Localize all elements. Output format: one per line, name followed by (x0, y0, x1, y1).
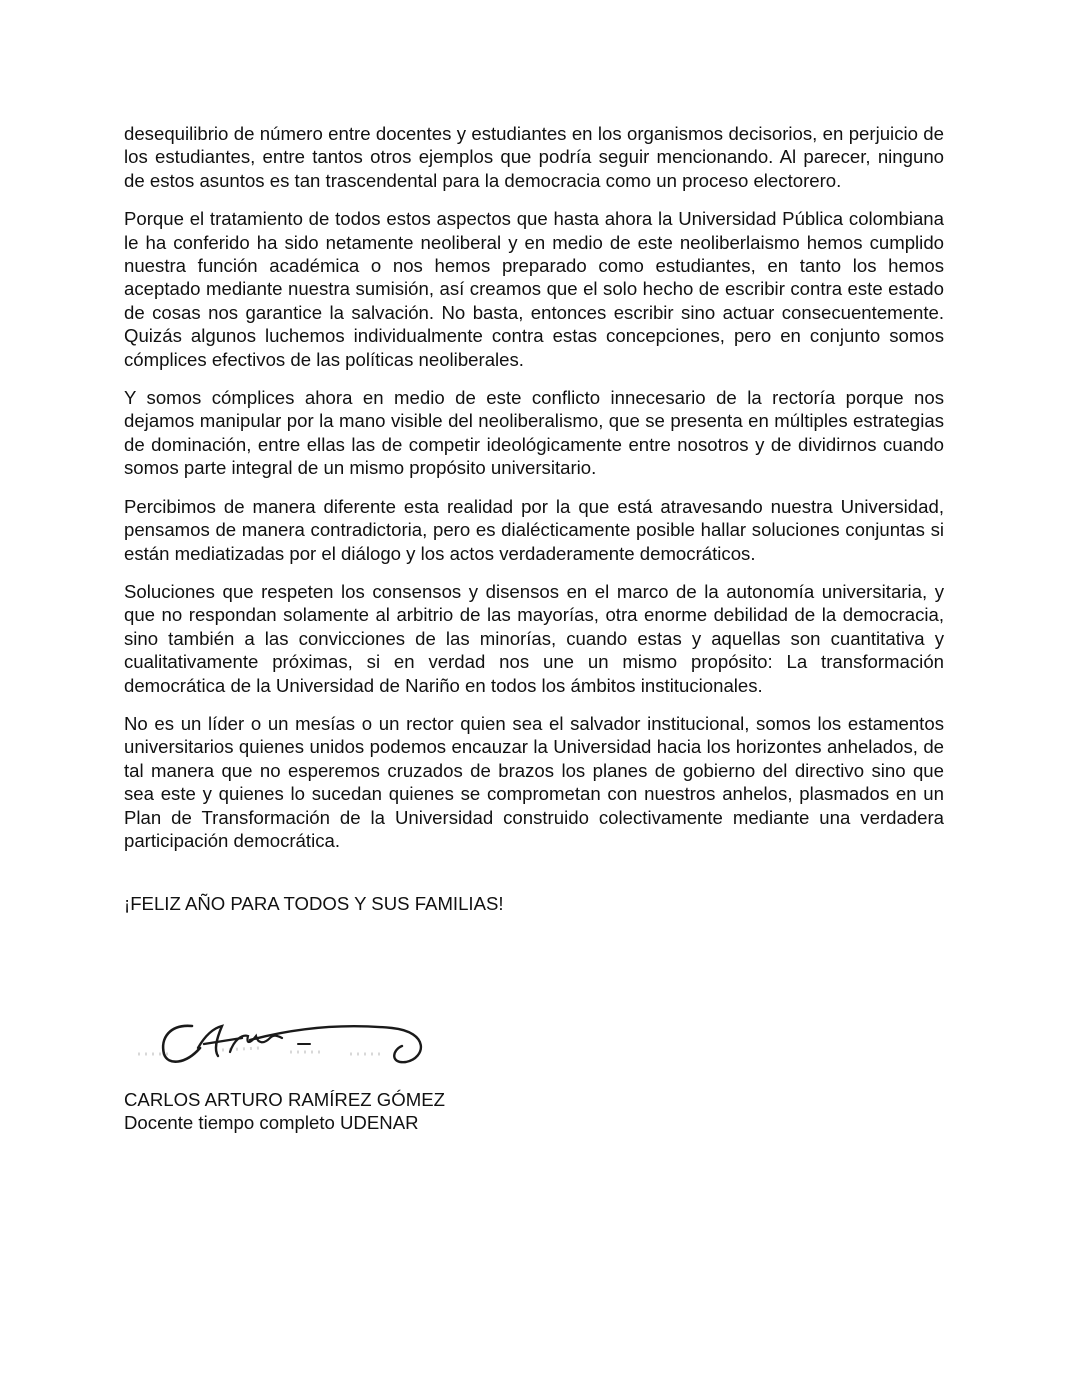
paragraph-4: Percibimos de manera diferente esta realidad por la que está atravesando nuestra Universidad, pensamos de manera contradictoria, pero es dialécticamente posible hallar soluciones conjuntas si están mediatizadas por el diálogo y los actos verdaderamente democráticos. (124, 495, 944, 564)
handwritten-signature (130, 1014, 440, 1076)
letter-body (124, 122, 944, 916)
signer-title: Docente tiempo completo UDENAR (124, 1112, 419, 1134)
paragraph-3: Y somos cómplices ahora en medio de este conflicto innecesario de la rectoría porque nos dejamos manipular por la mano visible del neoliberalismo, que se presenta en múltiples estrategias de dominación, entre ellas las de competir ideológicamente entre nosotros y de dividirnos cuando somos parte integral de un mismo propósito universitario. (124, 387, 944, 479)
closing-greeting: ¡FELIZ AÑO PARA TODOS Y SUS FAMILIAS! (124, 893, 504, 915)
paragraph-1: desequilibrio de número entre docentes y estudiantes en los organismos decisorios, en perjuicio de los estudiantes, entre tantos otros ejemplos que podría seguir mencionando. Al parecer, ninguno de estos asuntos es tan trascendental para la democracia como un proceso electorero. (124, 123, 944, 191)
paragraph-6: No es un líder o un mesías o un rector quien sea el salvador institucional, somos los estamentos universitarios quienes unidos podemos encauzar la Universidad hacia los horizontes anhelados, de tal manera que no esperemos cruzados de brazos los planes de gobierno del directivo sino que sea este y quienes lo sucedan quienes se comprometan con nuestros anhelos, plasmados en un Plan de Transformación de la Universidad construido colectivamente mediante una verdadera participación democrática. (124, 712, 944, 851)
signer-name: CARLOS ARTURO RAMÍREZ GÓMEZ (124, 1089, 445, 1110)
signature-block (124, 1088, 445, 1135)
paragraph-5: Soluciones que respeten los consensos y disensos en el marco de la autonomía universitaria, y que no respondan solamente al arbitrio de las mayorías, otra enorme debilidad de la democracia, sino también a las convicciones de las minorías, cuando estas y aquellas son cuantitativa y cualitativamente próximas, si en verdad nos une un mismo propósito: La transformación democrática de la Universidad de Nariño en todos los ámbitos institucionales. (124, 580, 944, 696)
paragraph-2: Porque el tratamiento de todos estos aspectos que hasta ahora la Universidad Pública colombiana le ha conferido ha sido netamente neoliberal y en medio de este neoliberlaismo hemos cumplido nuestra función académica o nos hemos preparado como estudiantes, en tanto los hemos aceptado mediante nuestra sumisión, así creamos que el solo hecho de escribir contra este estado de cosas nos garantice la salvación. No basta, entonces escribir sino actuar consecuentemente. Quizás algunos luchemos individualmente contra estas concepciones, pero en conjunto somos cómplices efectivos de las políticas neoliberales. (124, 208, 944, 370)
